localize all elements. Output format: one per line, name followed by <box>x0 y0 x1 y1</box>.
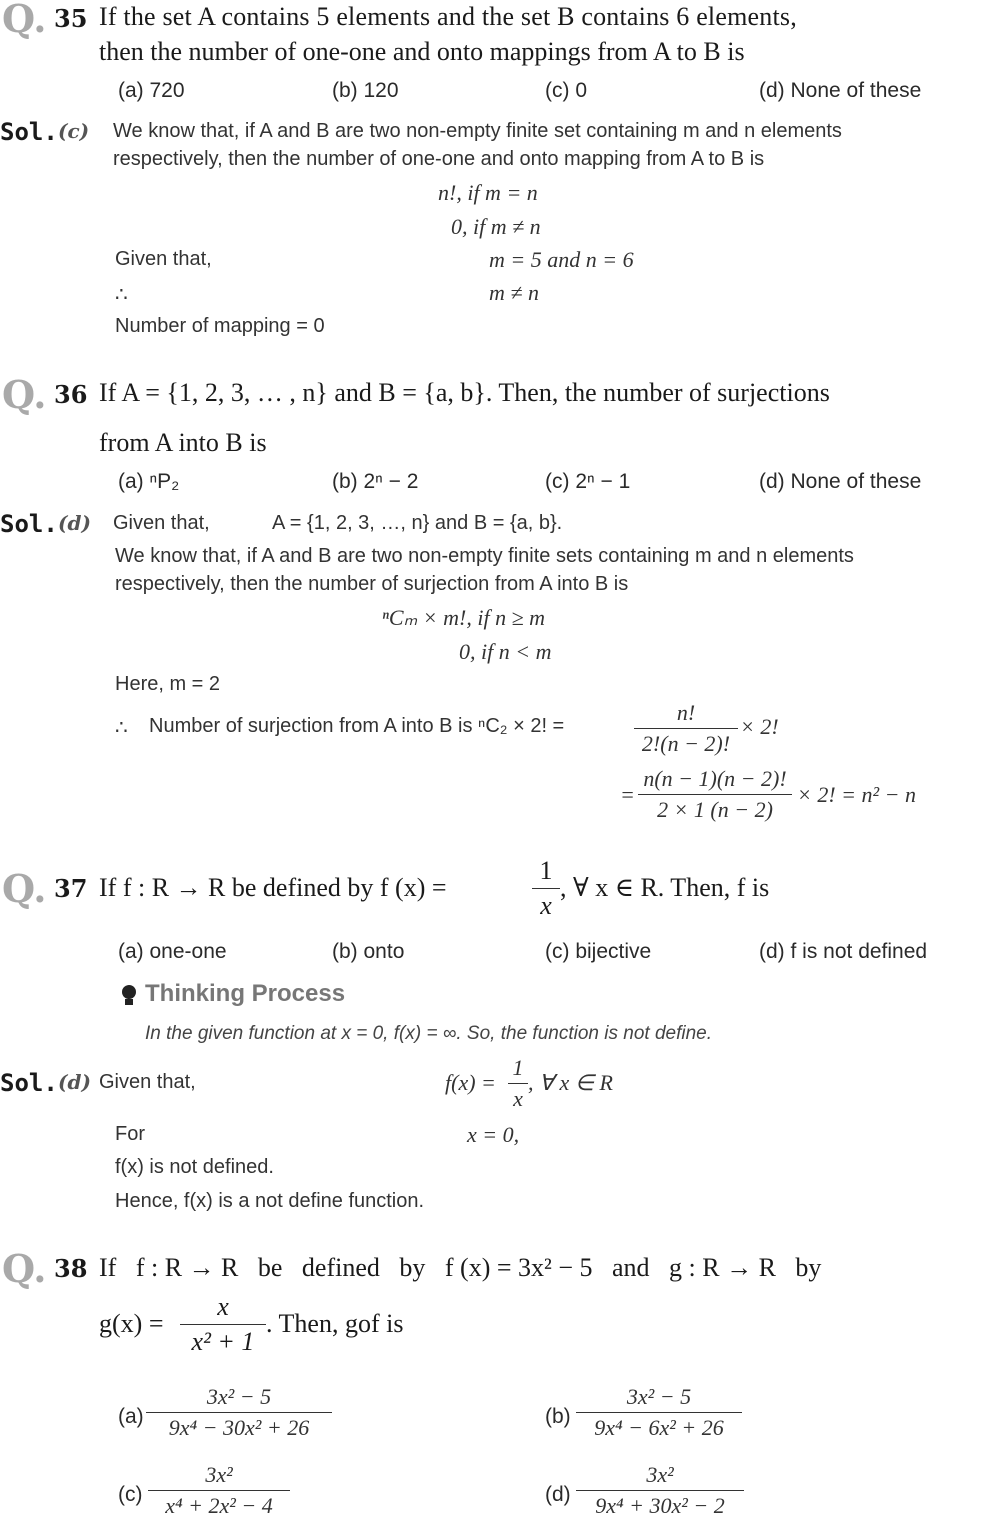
solution-label: Sol. <box>0 118 58 146</box>
question-marker: Q. <box>2 1246 47 1291</box>
option-c: (c) bijective <box>545 940 652 963</box>
question-number: 35 <box>54 4 88 33</box>
therefore-symbol: ∴ <box>115 717 128 739</box>
question-number: 36 <box>54 380 88 409</box>
option-numerator: 3x² <box>205 1462 233 1487</box>
option-d: (d) None of these <box>759 79 922 102</box>
option-d: (d) f is not defined <box>759 940 928 963</box>
fraction-2-numerator: n(n − 1)(n − 2)! <box>643 766 787 791</box>
option-label: (b) <box>545 1405 571 1428</box>
fraction-2-tail: × 2! = n² − n <box>797 782 916 807</box>
given-fraction-numerator: 1 <box>512 1055 524 1080</box>
therefore-value: m ≠ n <box>489 280 539 305</box>
option-label: (a) <box>118 1405 144 1428</box>
lightbulb-base-icon <box>125 999 133 1005</box>
question-stem-line-2: then the number of one-one and onto mappings from A to B is <box>99 37 745 66</box>
equals-sign: = <box>620 782 635 807</box>
for-value: x = 0, <box>467 1122 520 1147</box>
given-label: Given that, <box>99 1071 196 1093</box>
question-stem-pre: If f : R → R be defined by f (x) = <box>99 873 447 902</box>
option-b: (b) 2ⁿ − 2 <box>332 470 419 493</box>
thinking-process-title: Thinking Process <box>145 980 346 1007</box>
option-denominator: 9x⁴ − 30x² + 26 <box>168 1415 310 1440</box>
answer-key: (d) <box>58 511 91 535</box>
question-stem-line-1: If A = {1, 2, 3, … , n} and B = {a, b}. Then, the number of surjections <box>99 378 830 407</box>
step-label: Number of surjection from A into B is ⁿC₂ × 2! = <box>149 715 565 737</box>
thinking-process-note: In the given function at x = 0, f(x) = ∞. So, the function is not define. <box>145 1023 712 1044</box>
option-c: (c) 0 <box>545 79 587 102</box>
for-label: For <box>115 1123 145 1145</box>
option-c: (c) 2ⁿ − 1 <box>545 470 631 493</box>
option-denominator: 9x⁴ + 30x² − 2 <box>595 1493 725 1518</box>
option-b: (b) onto <box>332 940 405 963</box>
lightbulb-icon <box>122 985 136 999</box>
given-fraction <box>508 1055 528 1112</box>
solution-line-1: We know that, if A and B are two non-empty finite sets containing m and n elements <box>115 545 854 567</box>
option-numerator: 3x² <box>646 1462 674 1487</box>
solution-line-1: We know that, if A and B are two non-empty finite set containing m and n elements <box>113 120 842 142</box>
question-number: 38 <box>54 1254 88 1283</box>
given-pre: f(x) = <box>445 1070 496 1095</box>
option-fraction <box>146 1384 332 1441</box>
case-equal: n!, if m = n <box>438 180 538 205</box>
option-numerator: 3x² − 5 <box>206 1384 272 1409</box>
given-value: m = 5 and n = 6 <box>489 247 634 272</box>
fraction-bar <box>638 794 792 795</box>
question-stem-line-1: If the set A contains 5 elements and the set B contains 6 elements, <box>99 2 797 31</box>
fraction-bar <box>532 888 560 889</box>
fraction-bar <box>508 1083 528 1084</box>
question-marker: Q. <box>2 372 47 417</box>
solution-line-2: respectively, then the number of surjection from A into B is <box>115 573 629 595</box>
question-stem-line-2: from A into B is <box>99 428 267 457</box>
g-fraction-denominator: x² + 1 <box>191 1327 255 1356</box>
fraction-1-numerator: n! <box>676 700 696 725</box>
case-onto: ⁿCₘ × m!, if n ≥ m <box>382 605 546 630</box>
option-a: (a) 720 <box>118 79 185 102</box>
question-marker: Q. <box>2 0 47 41</box>
option-label: (d) <box>545 1483 571 1506</box>
fraction-1 <box>634 700 738 757</box>
solution-line-2: respectively, then the number of one-one and onto mapping from A to B is <box>113 148 765 170</box>
given-value: A = {1, 2, 3, …, n} and B = {a, b}. <box>272 512 563 534</box>
fraction-bar <box>146 1412 332 1413</box>
fraction-1-tail: × 2! <box>740 714 779 739</box>
option-fraction <box>576 1462 744 1519</box>
fraction-bar <box>576 1490 744 1491</box>
given-post: , ∀ x ∈ R <box>528 1070 613 1095</box>
case-not-equal: 0, if m ≠ n <box>451 214 541 239</box>
fraction-bar <box>180 1324 266 1325</box>
g-fraction-numerator: x <box>217 1292 229 1321</box>
option-fraction <box>576 1384 742 1441</box>
option-a: (a) ⁿP₂ <box>118 470 180 493</box>
fraction-2 <box>638 766 792 823</box>
answer-key: (d) <box>58 1070 91 1094</box>
g-fraction <box>180 1292 266 1357</box>
stem-fraction <box>532 856 560 921</box>
stem-fraction-numerator: 1 <box>539 856 553 885</box>
solution-label: Sol. <box>0 510 58 538</box>
question-stem-post: , ∀ x ∈ R. Then, f is <box>560 873 770 902</box>
fraction-2-denominator: 2 × 1 (n − 2) <box>657 797 773 822</box>
option-denominator: 9x⁴ − 6x² + 26 <box>594 1415 724 1440</box>
option-label: (c) <box>118 1483 143 1506</box>
fraction-bar <box>634 728 738 729</box>
question-stem-post: . Then, gof is <box>266 1309 404 1338</box>
g-definition-pre: g(x) = <box>99 1309 164 1338</box>
stem-fraction-denominator: x <box>540 891 552 920</box>
option-a: (a) one-one <box>118 940 227 963</box>
option-fraction <box>148 1462 290 1519</box>
conclusion: Number of mapping = 0 <box>115 315 325 337</box>
given-fraction-denominator: x <box>513 1086 523 1111</box>
question-stem-line-1: If f : R → R be defined by f (x) = 3x² − 5 and g : R → R by <box>99 1253 822 1282</box>
option-d: (d) None of these <box>759 470 922 493</box>
solution-line-1: f(x) is not defined. <box>115 1156 274 1178</box>
option-denominator: x⁴ + 2x² − 4 <box>165 1493 273 1518</box>
fraction-bar <box>576 1412 742 1413</box>
fraction-1-denominator: 2!(n − 2)! <box>641 731 731 756</box>
given-label: Given that, <box>113 512 210 534</box>
given-label: Given that, <box>115 248 212 270</box>
option-b: (b) 120 <box>332 79 399 102</box>
solution-label: Sol. <box>0 1069 58 1097</box>
fraction-bar <box>148 1490 290 1491</box>
solution-line-2: Hence, f(x) is a not define function. <box>115 1190 425 1212</box>
answer-key: (c) <box>58 119 90 143</box>
case-zero: 0, if n < m <box>459 639 552 664</box>
question-number: 37 <box>54 874 88 903</box>
therefore-symbol: ∴ <box>115 284 128 306</box>
option-numerator: 3x² − 5 <box>626 1384 692 1409</box>
question-marker: Q. <box>2 866 47 911</box>
here-line: Here, m = 2 <box>115 673 221 695</box>
